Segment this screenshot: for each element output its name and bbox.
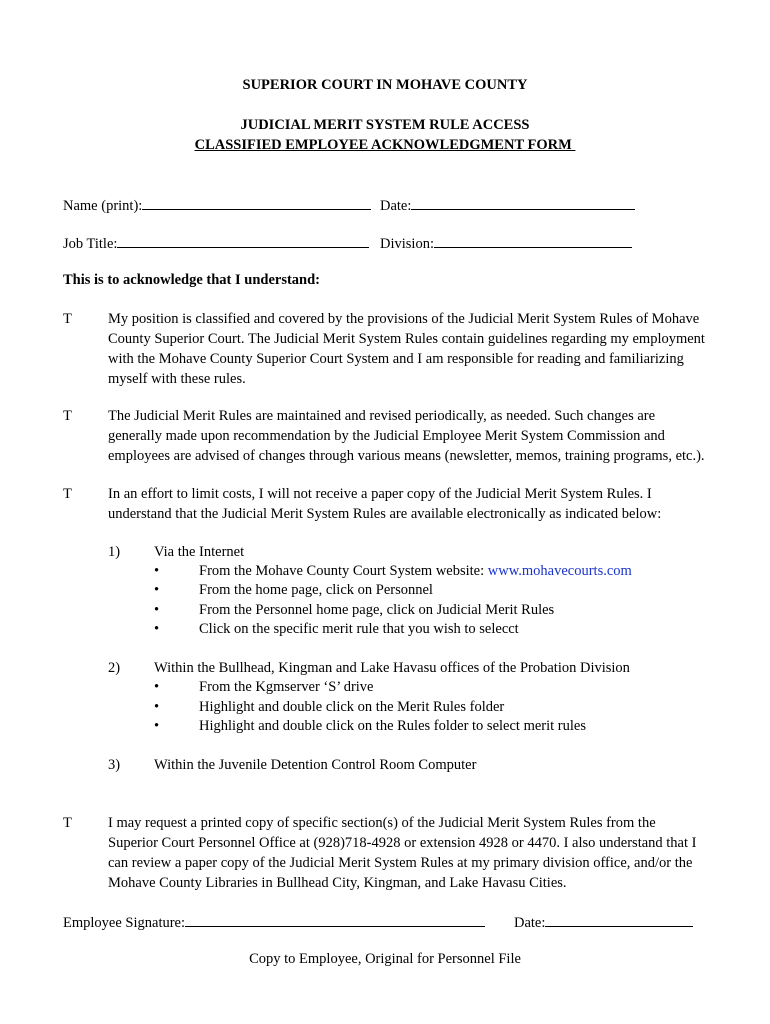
method-step: [199, 563, 632, 580]
signature-date-line[interactable]: [545, 912, 693, 927]
method-step: Click on the specific merit rule that you wish to selecct: [199, 621, 519, 637]
item-marker: T: [63, 311, 72, 327]
item-marker: T: [63, 815, 72, 831]
item-marker: T: [63, 486, 72, 502]
footer-note: Copy to Employee, Original for Personnel File: [249, 951, 521, 967]
division-line[interactable]: [434, 233, 632, 248]
name-field[interactable]: [63, 195, 371, 215]
division-field[interactable]: [380, 233, 632, 253]
method-title: Within the Juvenile Detention Control Room Computer: [154, 757, 477, 773]
item-marker: T: [63, 408, 72, 424]
website-link[interactable]: www.mohavecourts.com: [487, 563, 632, 579]
bullet: •: [154, 602, 160, 618]
method-number: 2): [108, 660, 121, 676]
job-title-label: Job Title:: [63, 236, 118, 252]
bullet: •: [154, 679, 160, 695]
job-title-line[interactable]: [117, 233, 369, 248]
paragraph-revisions: The Judicial Merit Rules are maintained and revised periodically, as needed. Such changes are generally made upon recommendation by the Judicial Employee Merit System Commission and employees are advised of changes through various means (newsletter, memos, training programs, etc.).: [108, 408, 705, 464]
acknowledge-heading: This is to acknowledge that I understand:: [63, 272, 321, 288]
paragraph-classified: My position is classified and covered by the provisions of the Judicial Merit System Rules of Mohave County Superior Court. The Judicial Merit System Rules contain guidelines regarding my employment with the Mohave County Superior Court System and I am responsible for reading and familiarizing myself with these rules.: [108, 311, 705, 387]
bullet: •: [154, 718, 160, 734]
signature-date-field[interactable]: [514, 912, 693, 932]
signature-date-label: Date:: [514, 915, 546, 931]
date-line[interactable]: [411, 195, 635, 210]
method-step: From the Personnel home page, click on Judicial Merit Rules: [199, 602, 555, 618]
method-step: Highlight and double click on the Merit Rules folder: [199, 699, 505, 715]
method-step: From the home page, click on Personnel: [199, 582, 433, 598]
form-title-line2: CLASSIFIED EMPLOYEE ACKNOWLEDGMENT FORM: [194, 137, 576, 153]
method-step: From the Kgmserver ‘S’ drive: [199, 679, 374, 695]
paragraph-electronic: In an effort to limit costs, I will not receive a paper copy of the Judicial Merit System Rules. I understand that the Judicial Merit System Rules are available electronically as indicated below:: [108, 486, 662, 522]
bullet: •: [154, 582, 160, 598]
bullet: •: [154, 621, 160, 637]
bullet: •: [154, 699, 160, 715]
court-title: SUPERIOR COURT IN MOHAVE COUNTY: [242, 77, 528, 93]
name-label: Name (print):: [63, 198, 143, 214]
method-number: 3): [108, 757, 121, 773]
name-line[interactable]: [142, 195, 371, 210]
job-title-field[interactable]: [63, 233, 369, 253]
signature-label: Employee Signature:: [63, 915, 186, 931]
method-number: 1): [108, 544, 121, 560]
bullet: •: [154, 563, 160, 579]
method-step: Highlight and double click on the Rules folder to select merit rules: [199, 718, 586, 734]
form-title-line1: JUDICIAL MERIT SYSTEM RULE ACCESS: [240, 117, 530, 133]
paragraph-printed-copy: I may request a printed copy of specific section(s) of the Judicial Merit System Rules from the Superior Court Personnel Office at (928)718-4928 or extension 4928 or 4470. I also understand that I can review a paper copy of the Judicial Merit System Rules at my primary division office, and/or the Mohave County Libraries in Bullhead City, Kingman, and Lake Havasu Cities.: [108, 815, 697, 891]
division-label: Division:: [380, 236, 434, 252]
signature-field[interactable]: [63, 912, 485, 932]
signature-line[interactable]: [185, 912, 485, 927]
method-title: Within the Bullhead, Kingman and Lake Havasu offices of the Probation Division: [154, 660, 630, 676]
method-title: Via the Internet: [154, 544, 245, 560]
method-step-text: From the Mohave County Court System website:: [199, 563, 488, 579]
date-field[interactable]: [380, 195, 635, 215]
date-label: Date:: [380, 198, 412, 214]
